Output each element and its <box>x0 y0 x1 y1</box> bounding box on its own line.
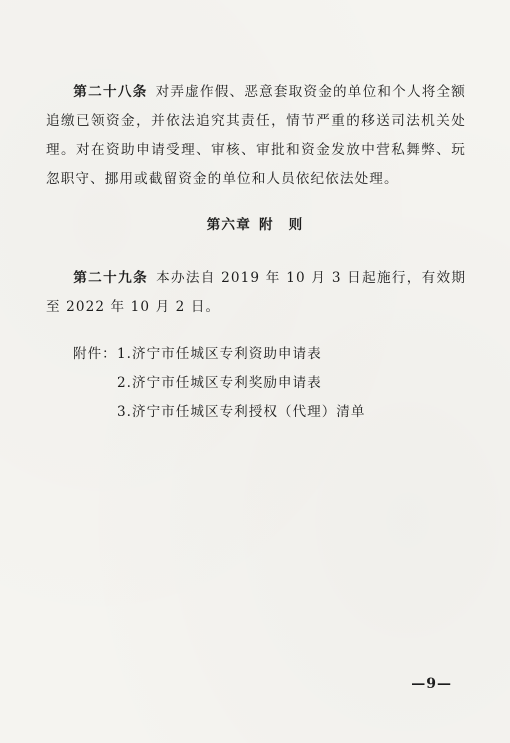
article-28-paragraph <box>46 78 466 194</box>
article-29-text: 本办法自 2019 年 10 月 3 日起施行，有效期至 2022 年 10 月 2 日。 <box>46 270 467 315</box>
article-29-label: 第二十九条 <box>73 270 149 286</box>
attachment-item: 2.济宁市任城区专利奖励申请表 <box>117 375 322 391</box>
attachment-item: 1.济宁市任城区专利资助申请表 <box>117 346 322 362</box>
chapter-heading <box>0 213 510 233</box>
article-28-label: 第二十八条 <box>73 84 148 100</box>
attachments-list <box>73 340 365 427</box>
chapter-title: 附 则 <box>259 217 304 233</box>
article-29-paragraph <box>46 264 466 322</box>
article-28-text: 对弄虚作假、恶意套取资金的单位和个人将全额追缴已领资金，并依法追究其责任，情节严重的移送司法机关处理。对在资助申请受理、审核、审批和资金发放中营私舞弊、玩忽职守、挪用或截留资金的单位和人员依纪依法处理。 <box>46 84 466 187</box>
attachment-item: 3.济宁市任城区专利授权（代理）清单 <box>117 404 366 420</box>
attachments-label: 附件： <box>73 346 117 362</box>
chapter-number: 第六章 <box>206 217 251 233</box>
page-number: —9— <box>411 676 452 692</box>
